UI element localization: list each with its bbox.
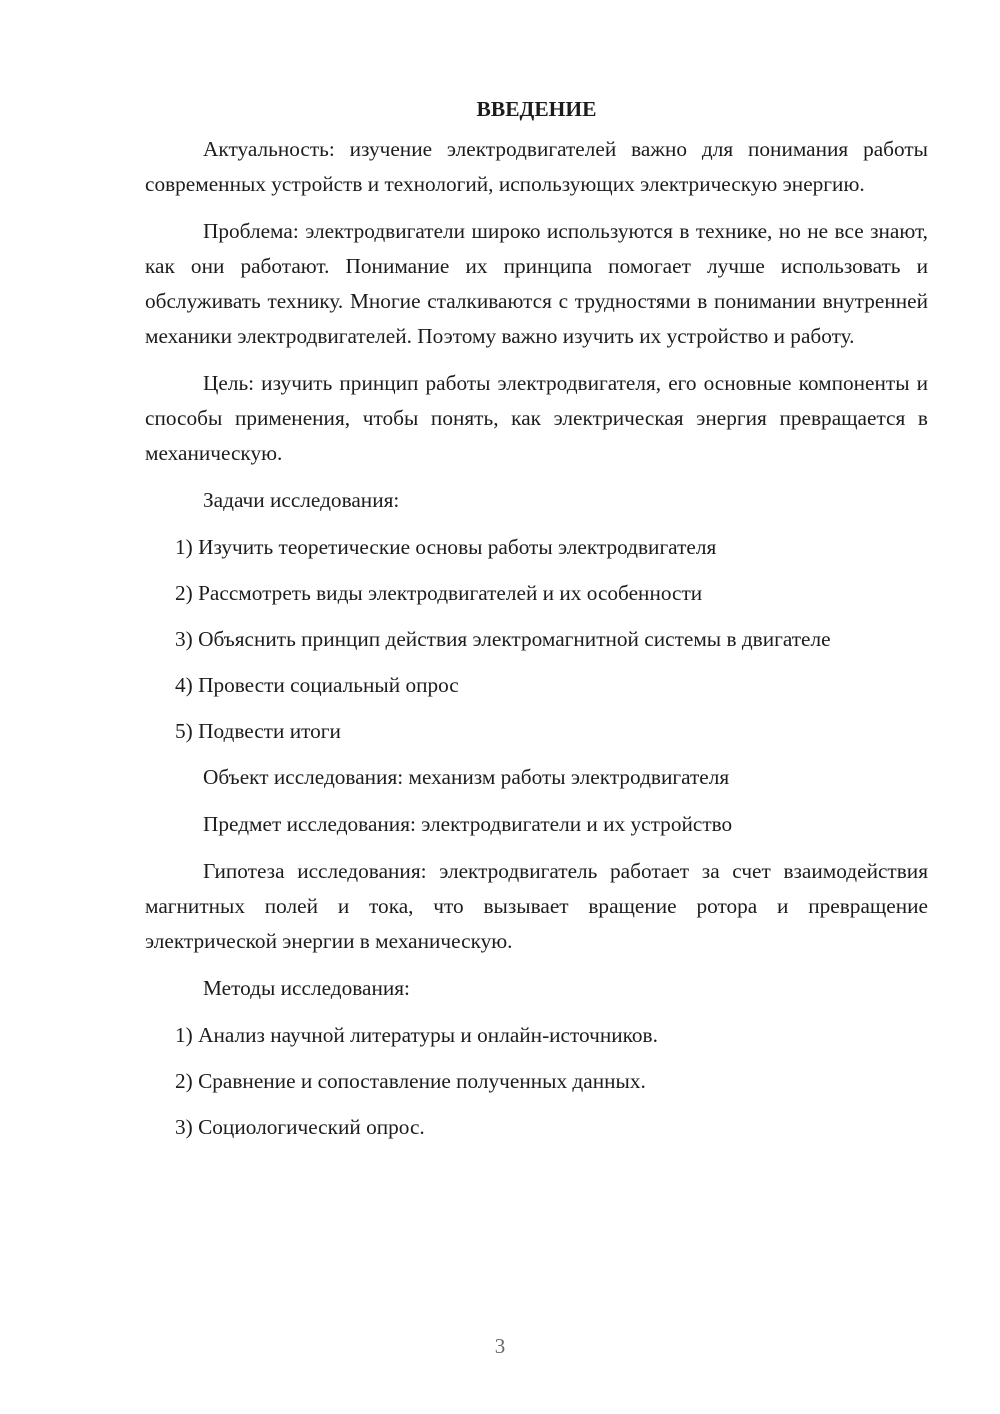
document-page [145,92,928,1156]
tasks-heading: Задачи исследования: [203,488,400,512]
method-list-item: 3) Социологический опрос. [175,1115,425,1139]
goal-paragraph: Цель: изучить принцип работы электродвигателя, его основные компоненты и способы применения, чтобы понять, как электрическая энергия превращается в механическую. [145,371,928,465]
relevance-paragraph: Актуальность: изучение электродвигателей важно для понимания работы современных устройств и технологий, использующих электрическую энергию. [145,137,928,196]
subject-paragraph: Предмет исследования: электродвигатели и их устройство [203,812,733,836]
task-list-item: 1) Изучить теоретические основы работы электродвигателя [175,535,717,559]
page-title: ВВЕДЕНИЕ [476,97,597,121]
hypothesis-paragraph: Гипотеза исследования: электродвигатель работает за счет взаимодействия магнитных полей и тока, что вызывает вращение ротора и превращение электрической энергии в механическую. [145,859,928,953]
methods-heading: Методы исследования: [203,976,410,1000]
method-list-item: 2) Сравнение и сопоставление полученных данных. [175,1069,646,1093]
task-list-item: 4) Провести социальный опрос [175,673,459,697]
object-paragraph: Объект исследования: механизм работы электродвигателя [203,765,730,789]
task-list-item: 2) Рассмотреть виды электродвигателей и их особенности [175,581,703,605]
page-number: 3 [494,1334,506,1358]
task-list-item: 3) Объяснить принцип действия электромагнитной системы в двигателе [175,627,831,651]
method-list-item: 1) Анализ научной литературы и онлайн-источников. [175,1023,658,1047]
task-list-item: 5) Подвести итоги [175,719,341,743]
problem-paragraph: Проблема: электродвигатели широко используются в технике, но не все знают, как они работают. Понимание их принципа помогает лучше использовать и обслуживать технику. Многие сталкиваются с трудностями в понимании внутренней механики электродвигателей. Поэтому важно изучить их устройство и работу. [145,219,928,348]
